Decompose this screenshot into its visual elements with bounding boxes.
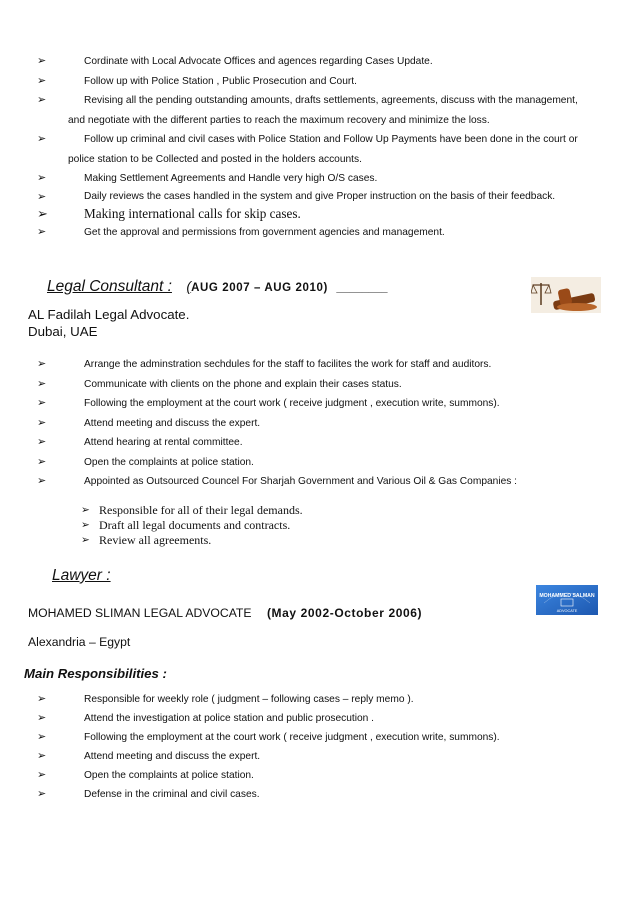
company-location: Alexandria – Egypt <box>28 635 131 649</box>
employment-period: AUG 2007 – AUG 2010) <box>191 282 328 294</box>
section-title: Lawyer : <box>52 567 111 584</box>
law-firm-seal-logo <box>536 585 598 615</box>
list-item: ➢ Follow up with Police Station , Public Prosecution and Court. <box>0 72 638 92</box>
arrow-bullet-icon: ➢ <box>37 172 47 184</box>
arrow-bullet-icon: ➢ <box>37 455 47 468</box>
arrow-bullet-icon: ➢ <box>37 55 47 67</box>
arrow-bullet-icon: ➢ <box>37 712 47 724</box>
list-item: ➢ Responsible for all of their legal demands. <box>81 503 303 517</box>
logo-text: MOHAMMED SALMAN <box>539 593 595 599</box>
list-item: ➢ Open the complaints at police station. <box>0 766 638 785</box>
list-item: ➢ Attend meeting and discuss the expert. <box>0 414 638 434</box>
lawyer-duties <box>0 690 638 804</box>
list-item: ➢ Arrange the adminstration sechdules for the staff to facilites the work for staff and auditors. <box>0 355 638 375</box>
employment-period: (May 2002-October 2006) <box>266 606 423 620</box>
list-item: ➢ Communicate with clients on the phone and explain their cases status. <box>0 375 638 395</box>
legal-consultant-duties <box>0 355 638 492</box>
arrow-bullet-icon: ➢ <box>37 94 47 106</box>
arrow-bullet-icon: ➢ <box>37 190 47 203</box>
arrow-bullet-icon: ➢ <box>37 475 47 487</box>
arrow-bullet-icon: ➢ <box>37 769 47 781</box>
arrow-bullet-icon: ➢ <box>37 693 47 705</box>
arrow-bullet-icon: ➢ <box>37 133 47 145</box>
list-item: ➢ Open the complaints at police station. <box>0 453 638 473</box>
responsibilities-list-top <box>0 52 638 242</box>
arrow-bullet-icon: ➢ <box>37 397 47 409</box>
arrow-bullet-icon: ➢ <box>37 750 47 762</box>
company-location: Dubai, UAE <box>28 324 98 339</box>
list-item: ➢ Defense in the criminal and civil cases. <box>0 785 638 804</box>
legal-consultant-subduties <box>0 503 638 548</box>
company-name: AL Fadilah Legal Advocate. <box>28 307 190 322</box>
list-item: ➢ Attend hearing at rental committee. <box>0 433 638 453</box>
list-item: ➢ Draft all legal documents and contracts. <box>81 518 291 532</box>
list-item: ➢ Responsible for weekly role ( judgment – following cases – reply memo ). <box>0 690 638 709</box>
legal-consultant-header <box>47 278 388 296</box>
arrow-bullet-icon: ➢ <box>37 358 47 370</box>
arrow-bullet-icon: ➢ <box>37 788 47 800</box>
justice-scales-gavel-logo <box>531 277 601 313</box>
list-item: ➢ Appointed as Outsourced Councel For Sharjah Government and Various Oil & Gas Companies : <box>0 472 638 492</box>
section-title: Legal Consultant : <box>47 278 172 295</box>
list-item: ➢ Get the approval and permissions from government agencies and management. <box>0 223 638 243</box>
period-open-paren: ( <box>186 278 192 294</box>
list-item: ➢ Following the employment at the court work ( receive judgment , execution write, summons). <box>0 394 638 414</box>
list-item: ➢ Review all agreements. <box>81 533 212 547</box>
arrow-bullet-icon: ➢ <box>37 74 47 87</box>
arrow-bullet-icon: ➢ <box>81 519 90 531</box>
logo-subtext: ADVOCATE <box>556 609 578 613</box>
arrow-bullet-icon: ➢ <box>37 205 48 221</box>
list-item: ➢ Making Settlement Agreements and Handle very high O/S cases. <box>0 169 638 189</box>
list-item: ➢ Revising all the pending outstanding amounts, drafts settlements, agreements, discuss with the management, <box>0 91 638 111</box>
trailing-rule: ________ <box>336 282 388 294</box>
arrow-bullet-icon: ➢ <box>37 436 47 448</box>
list-item-continuation: and negotiate with the different parties to reach the maximum recovery and minimize the loss. <box>68 114 490 126</box>
list-item: ➢ Attend meeting and discuss the expert. <box>0 747 638 766</box>
list-item: ➢ Following the employment at the court work ( receive judgment , execution write, summons). <box>0 728 638 747</box>
list-item: ➢ Follow up criminal and civil cases with Police Station and Follow Up Payments have been done in the court or <box>0 130 638 150</box>
list-item: ➢ Making international calls for skip cases. <box>37 205 301 221</box>
lawyer-company-line <box>28 604 422 622</box>
list-item: ➢ Daily reviews the cases handled in the system and give Proper instruction on the basis of their feedback. <box>37 190 556 203</box>
list-item-continuation: police station to be Collected and posted in the holders accounts. <box>68 153 362 165</box>
arrow-bullet-icon: ➢ <box>81 534 90 546</box>
list-item: ➢ Attend the investigation at police station and public prosecution . <box>0 709 638 728</box>
arrow-bullet-icon: ➢ <box>37 225 47 238</box>
arrow-bullet-icon: ➢ <box>37 377 47 390</box>
arrow-bullet-icon: ➢ <box>37 731 47 743</box>
arrow-bullet-icon: ➢ <box>81 504 90 516</box>
list-item: ➢ Cordinate with Local Advocate Offices and agences regarding Cases Update. <box>0 52 638 72</box>
arrow-bullet-icon: ➢ <box>37 416 47 429</box>
company-name: MOHAMED SLIMAN LEGAL ADVOCATE <box>28 606 252 620</box>
responsibilities-heading: Main Responsibilities : <box>24 666 167 681</box>
